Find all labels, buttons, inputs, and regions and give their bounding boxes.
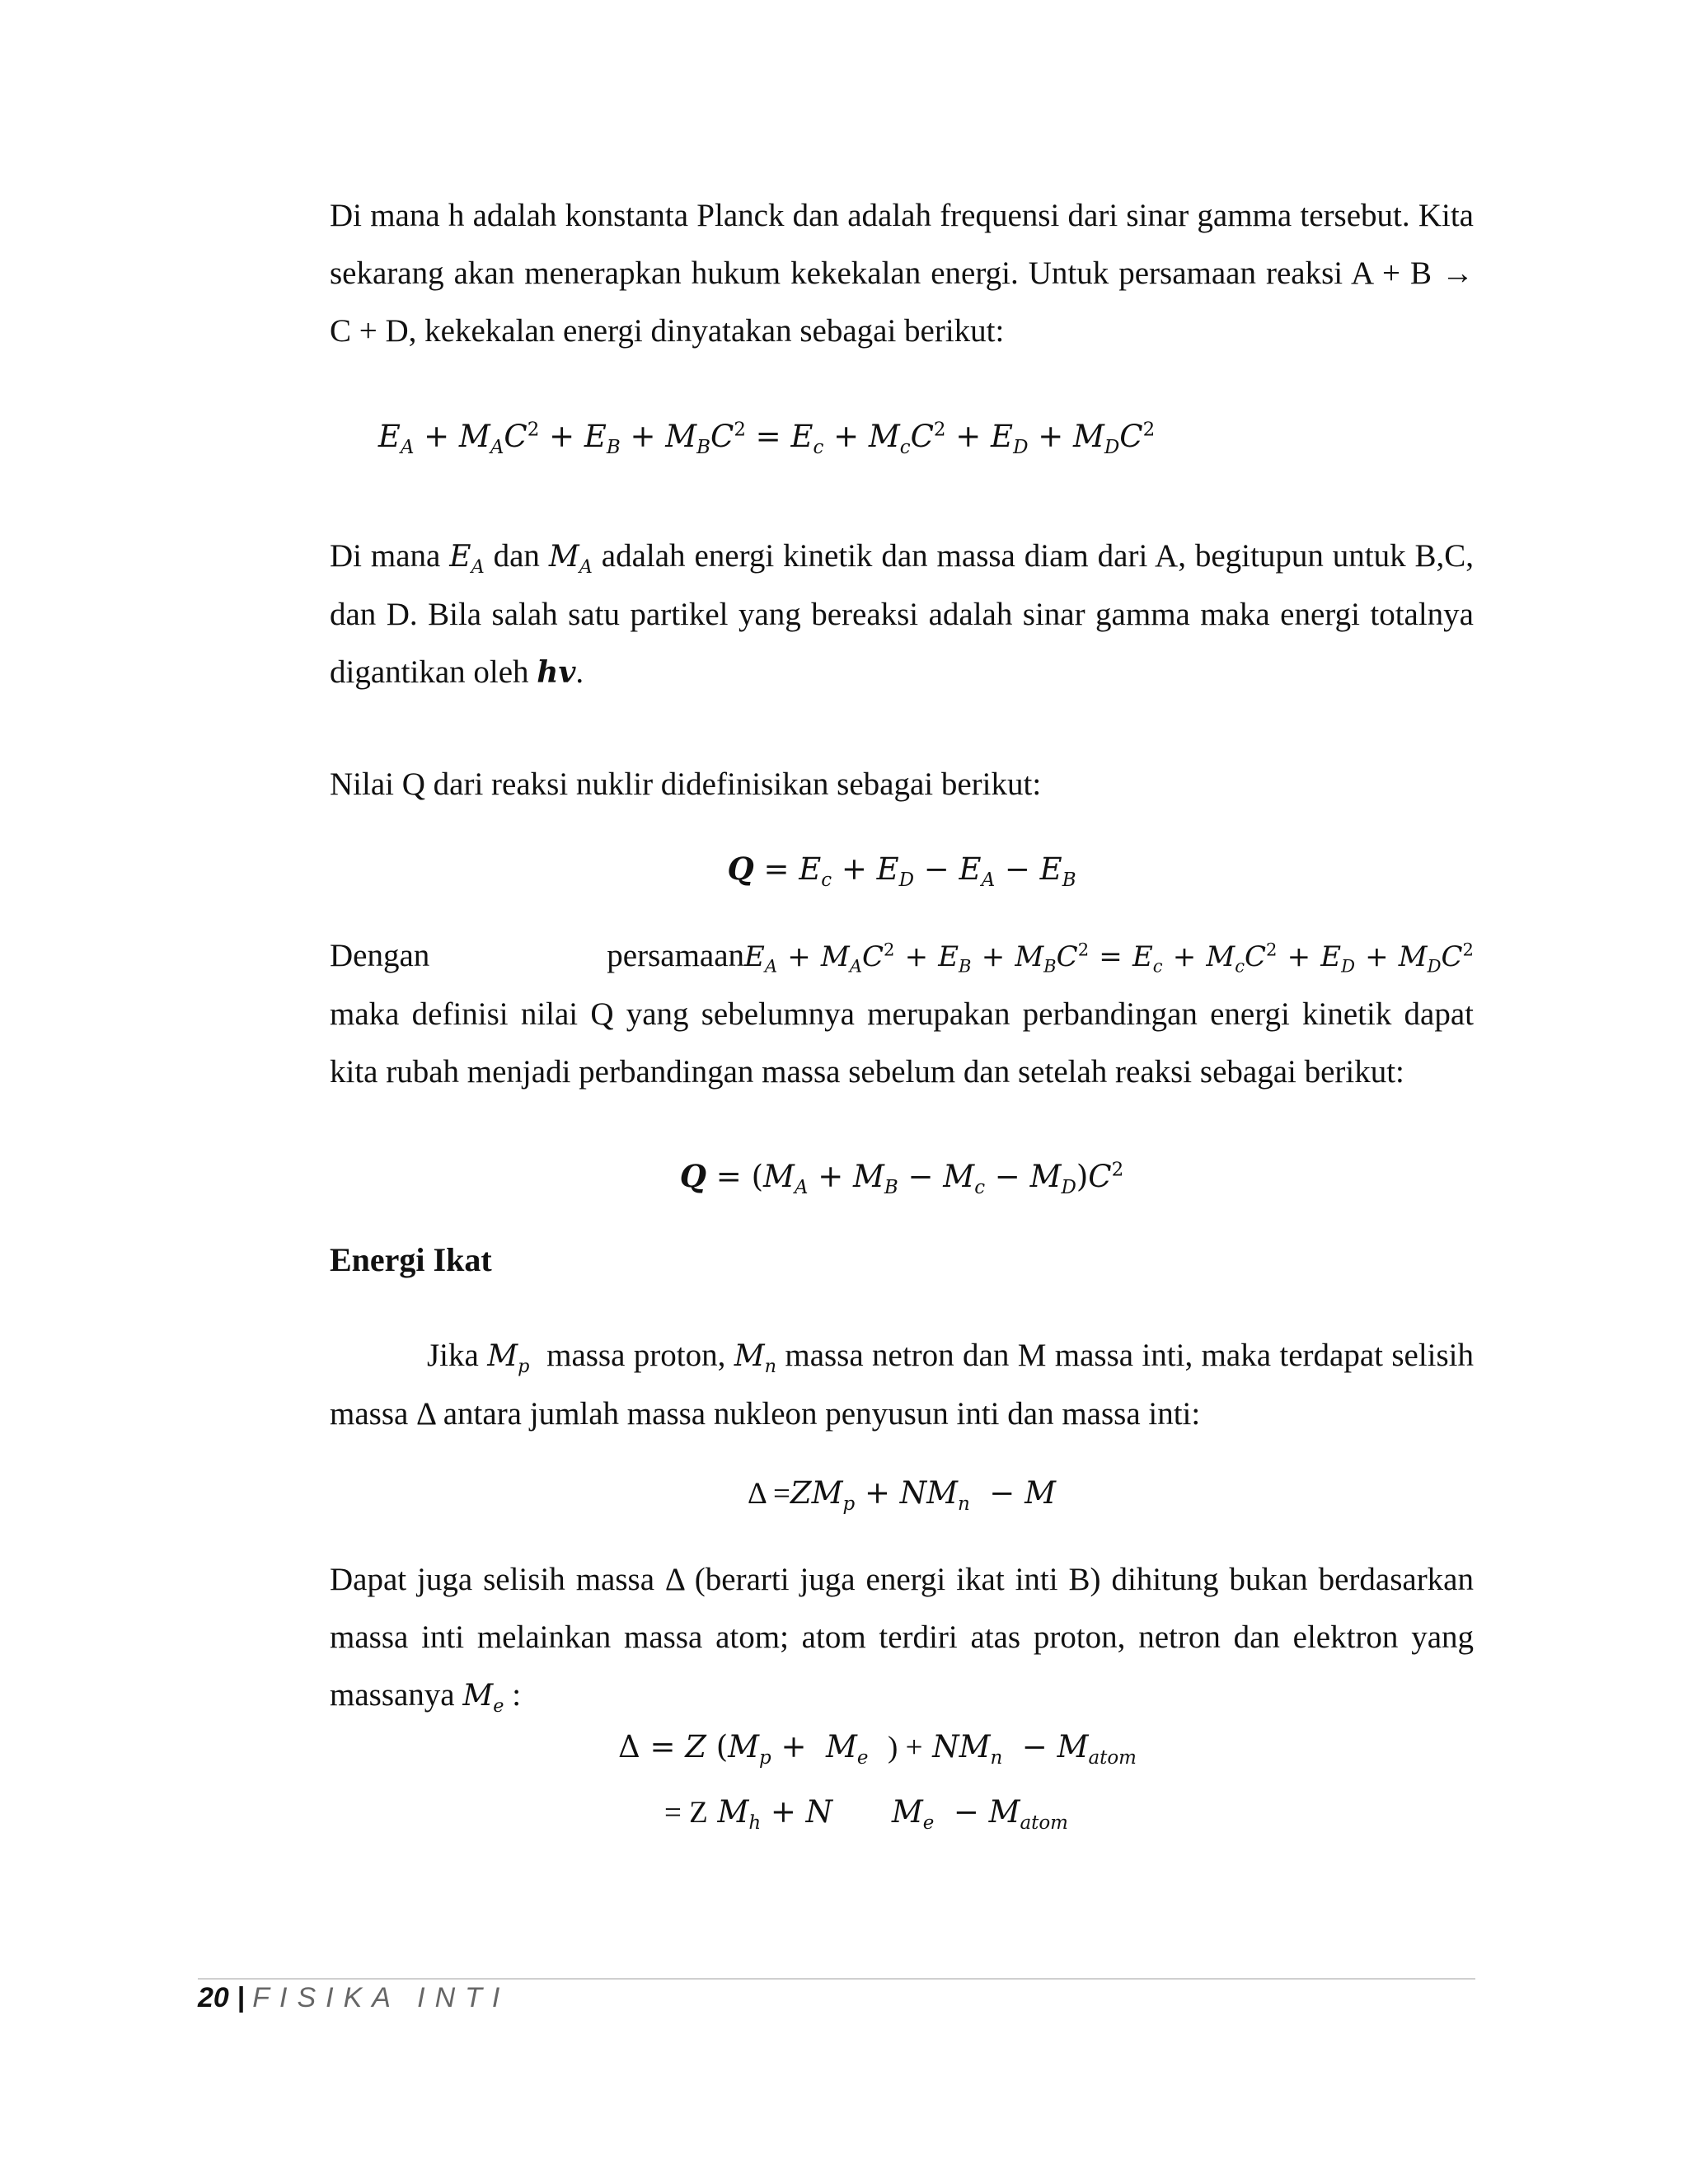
symbol-ea: $E_A$ bbox=[449, 540, 485, 578]
equation-energy-conservation: $E_A + M_AC^2 + E_B + M_BC^2 = E_c + M_cC^2 + E_D + M_DC^2$ bbox=[377, 419, 1156, 459]
equation-mass-defect: $\Delta =ZM_p + NM_n - M$ bbox=[748, 1475, 1056, 1516]
paragraph-2-text-c: adalah energi kinetik dan massa diam dari A, begitupun untuk B,C, dan D. Bila salah satu partikel yang bereaksi adalah sinar gamma maka energi totalnya digantikan oleh bbox=[330, 538, 1475, 690]
symbol-me: $M_e$ bbox=[462, 1679, 504, 1717]
paragraph-5-text-b: massa proton, bbox=[546, 1338, 726, 1373]
paragraph-4-text-b: persamaan bbox=[607, 938, 745, 973]
symbol-hv: hv bbox=[537, 655, 576, 690]
paragraph-4-text-c: maka definisi nilai Q yang sebelumnya merupakan perbandingan energi kinetik dapat kita rubah menjadi perbandingan massa sebelum dan setelah reaksi sebagai berikut: bbox=[330, 996, 1474, 1090]
paragraph-4-text-a: Dengan bbox=[330, 938, 430, 973]
inline-equation-energy: $E_A + M_AC^2 + E_B + M_BC^2 = E_c + M_cC^2 + E_D + M_DC^2$ bbox=[744, 939, 1474, 977]
paragraph-2-period: . bbox=[575, 654, 584, 690]
paragraph-5 bbox=[330, 1327, 1474, 1443]
equation-q-mass: $Q = (M_A + M_B - M_c - M_D)C^2$ bbox=[679, 1158, 1124, 1199]
symbol-ma: $M_A$ bbox=[548, 540, 593, 578]
equation-q-definition: $Q = E_c + E_D - E_A - E_B$ bbox=[727, 851, 1076, 892]
paragraph-2-text-a: Di mana bbox=[330, 538, 441, 574]
footer-divider bbox=[198, 1978, 1475, 1980]
page-footer bbox=[198, 1982, 509, 2014]
paragraph-6-text-a: Dapat juga selisih massa Δ (berarti juga energi ikat inti B) dihitung bukan berdasarkan massa inti melainkan massa atom; atom terdiri atas proton, netron dan elektron yang massanya bbox=[330, 1562, 1474, 1713]
equation-mass-defect-atom-line-1: Δ = Z ($M_p + M_e$ ) + $NM_n - M_{atom}$ bbox=[618, 1729, 1137, 1769]
symbol-mp: $M_p$ bbox=[487, 1339, 530, 1377]
paragraph-2-text-b: dan bbox=[493, 538, 540, 574]
paragraph-5-text-a: Jika bbox=[427, 1338, 479, 1373]
paragraph-3 bbox=[330, 756, 1474, 813]
paragraph-3-text: Nilai Q dari reaksi nuklir didefinisikan sebagai berikut: bbox=[330, 766, 1042, 802]
book-title: FISIKA INTI bbox=[252, 1982, 510, 2013]
paragraph-5-text-c: massa netron dan M massa inti, maka terdapat selisih massa Δ antara jumlah massa nukleon penyusun inti dan massa inti: bbox=[330, 1338, 1475, 1432]
section-heading: Energi Ikat bbox=[330, 1241, 492, 1278]
equation-mass-defect-atom-line-2: = Z $M_h + N$ $M_e - M_{atom}$ bbox=[664, 1794, 1068, 1835]
symbol-mn: $M_n$ bbox=[734, 1339, 776, 1377]
paragraph-6 bbox=[330, 1551, 1474, 1725]
footer-separator: | bbox=[237, 1982, 245, 2013]
paragraph-2 bbox=[330, 527, 1474, 701]
paragraph-4 bbox=[330, 927, 1474, 1101]
page-number: 20 bbox=[198, 1982, 229, 2013]
paragraph-1-text: Di mana h adalah konstanta Planck dan adalah frequensi dari sinar gamma tersebut. Kita sekarang akan menerapkan hukum kekekalan energi. Untuk persamaan reaksi A + B → C + D, kekekalan energi dinyatakan sebagai berikut: bbox=[330, 198, 1474, 349]
paragraph-1 bbox=[330, 187, 1474, 360]
paragraph-6-colon: : bbox=[512, 1677, 522, 1713]
